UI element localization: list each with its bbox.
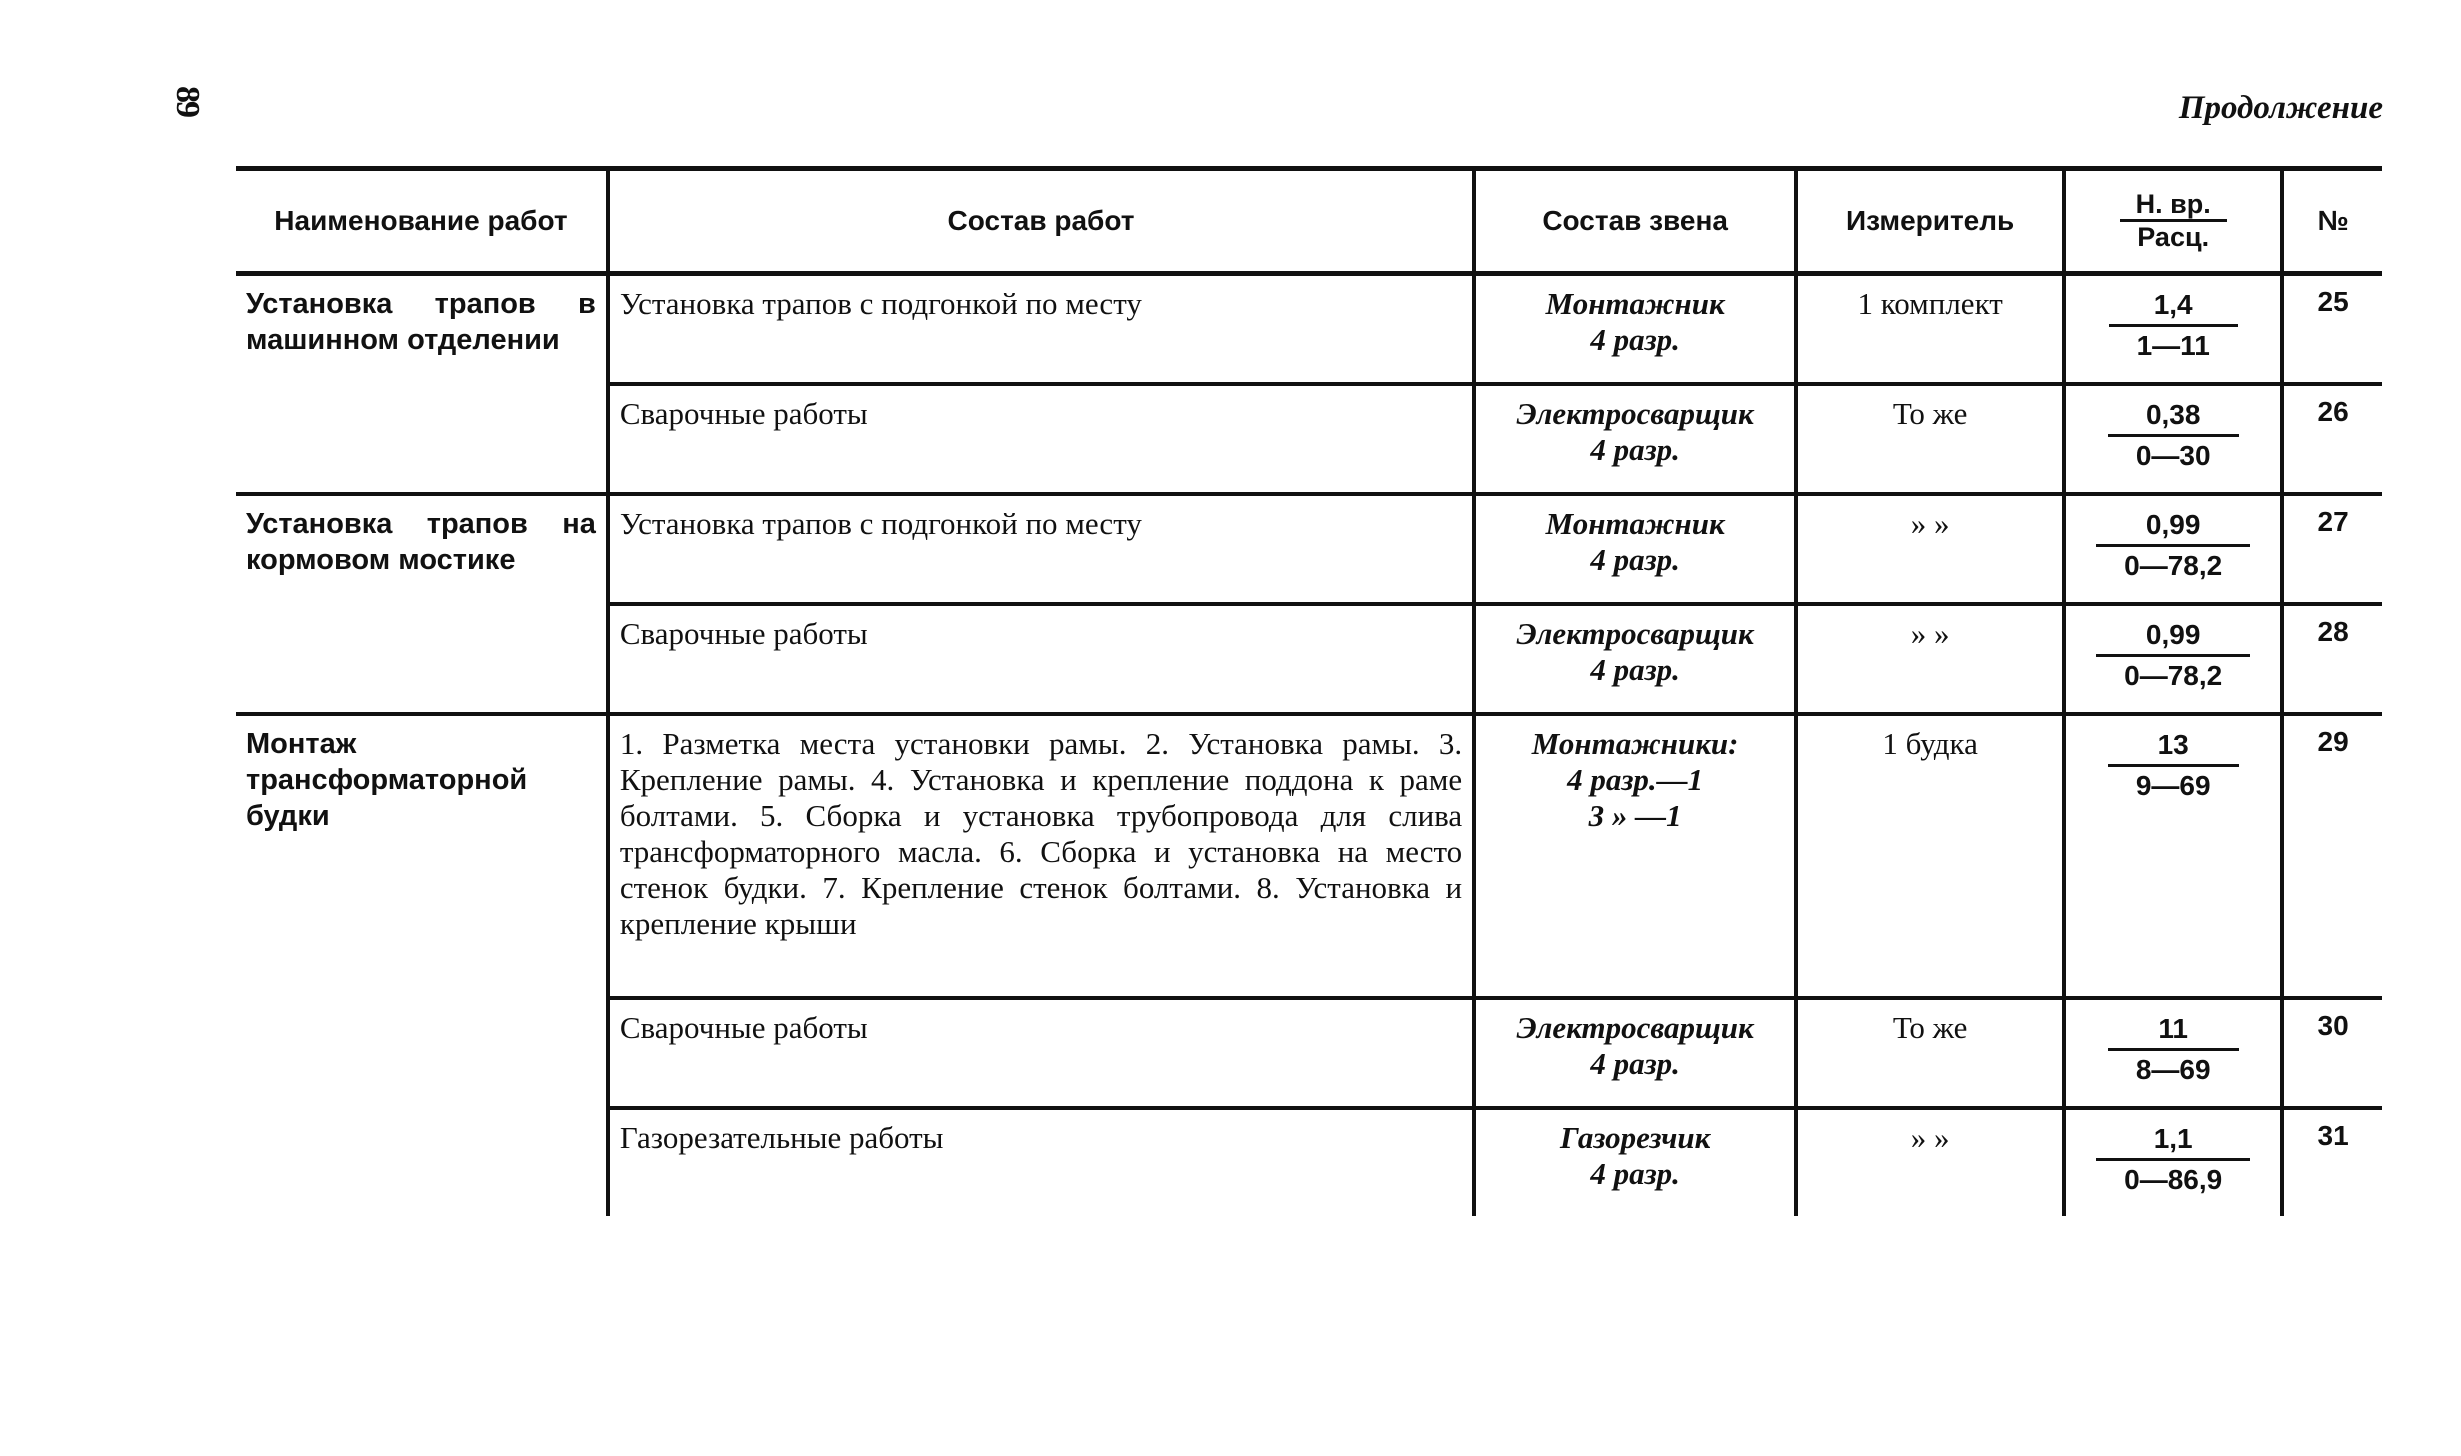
header-rate: Расц. bbox=[2137, 222, 2210, 252]
row-number: 29 bbox=[2282, 714, 2382, 998]
rate: 0—78,2 bbox=[2124, 660, 2223, 691]
continuation-label: Продолжение bbox=[2178, 90, 2383, 126]
work-composition: Сварочные работы bbox=[608, 604, 1474, 714]
crew-line: Электросварщик bbox=[1516, 1010, 1754, 1045]
header-norm-time: Н. вр. bbox=[2120, 189, 2227, 222]
crew-line: 4 разр. bbox=[1590, 432, 1680, 467]
measure-unit: То же bbox=[1796, 998, 2064, 1108]
norm-time: 0,99 bbox=[2096, 616, 2250, 657]
work-name: Установка трапов на кормовом мостике bbox=[236, 494, 608, 714]
crew-line: Газорезчик bbox=[1559, 1120, 1711, 1155]
norm-rate bbox=[2064, 384, 2282, 494]
row-number: 26 bbox=[2282, 384, 2382, 494]
row-number: 25 bbox=[2282, 274, 2382, 385]
measure-unit: » » bbox=[1796, 1108, 2064, 1216]
row-number: 27 bbox=[2282, 494, 2382, 604]
rate: 0—86,9 bbox=[2124, 1164, 2223, 1195]
crew-line: 4 разр. bbox=[1590, 1156, 1680, 1191]
work-composition: Установка трапов с подгонкой по месту bbox=[608, 494, 1474, 604]
crew-line: 4 разр. bbox=[1590, 652, 1680, 687]
norms-table bbox=[236, 166, 2382, 1216]
crew-line: Электросварщик bbox=[1516, 396, 1754, 431]
work-name: Установка трапов в машинном отделении bbox=[236, 274, 608, 495]
work-composition: 1. Разметка места установки рамы. 2. Установка рамы. 3. Крепление рамы. 4. Установка и крепление поддона к раме болтами. 5. Сборка и установка трубопровода для слива трансформаторного масла. 6. Сборка и установка на место стенок будки. 7. Крепление стенок болтами. 8. Установка и крепление крыши bbox=[608, 714, 1474, 998]
measure-unit: То же bbox=[1796, 384, 2064, 494]
header-work-name: Наименование работ bbox=[236, 169, 608, 274]
header-norm-rate bbox=[2064, 169, 2282, 274]
table-row bbox=[236, 494, 2382, 604]
crew-line: Электросварщик bbox=[1516, 616, 1754, 651]
page-number: 89 bbox=[169, 86, 206, 116]
rate: 0—30 bbox=[2135, 440, 2211, 471]
crew-line: 4 разр.—1 bbox=[1567, 762, 1704, 797]
work-composition: Сварочные работы bbox=[608, 998, 1474, 1108]
norm-rate bbox=[2064, 494, 2282, 604]
norm-time: 1,4 bbox=[2109, 286, 2238, 327]
crew-line: 4 разр. bbox=[1590, 1046, 1680, 1081]
norm-time: 0,38 bbox=[2108, 396, 2239, 437]
header-measure: Измеритель bbox=[1796, 169, 2064, 274]
measure-unit: 1 комплект bbox=[1796, 274, 2064, 385]
crew-composition bbox=[1474, 714, 1796, 998]
norm-time: 0,99 bbox=[2096, 506, 2250, 547]
crew-line: Монтажник bbox=[1545, 506, 1725, 541]
table-header-row bbox=[236, 169, 2382, 274]
work-composition: Сварочные работы bbox=[608, 384, 1474, 494]
table-row bbox=[236, 714, 2382, 998]
rate: 9—69 bbox=[2135, 770, 2211, 801]
header-number: № bbox=[2282, 169, 2382, 274]
header-crew: Состав звена bbox=[1474, 169, 1796, 274]
crew-line: 3 » —1 bbox=[1588, 798, 1682, 833]
work-name: Монтаж трансформаторной будки bbox=[236, 714, 608, 1216]
rate: 8—69 bbox=[2135, 1054, 2211, 1085]
crew-line: Монтажник bbox=[1545, 286, 1725, 321]
header-work-composition: Состав работ bbox=[608, 169, 1474, 274]
norm-rate bbox=[2064, 274, 2282, 385]
norm-time: 11 bbox=[2108, 1010, 2239, 1051]
crew-composition bbox=[1474, 604, 1796, 714]
crew-composition bbox=[1474, 384, 1796, 494]
measure-unit: 1 будка bbox=[1796, 714, 2064, 998]
crew-line: Монтажники: bbox=[1531, 726, 1739, 761]
row-number: 30 bbox=[2282, 998, 2382, 1108]
measure-unit: » » bbox=[1796, 494, 2064, 604]
crew-line: 4 разр. bbox=[1590, 542, 1680, 577]
norm-time: 1,1 bbox=[2096, 1120, 2250, 1161]
crew-composition bbox=[1474, 1108, 1796, 1216]
crew-composition bbox=[1474, 274, 1796, 385]
crew-line: 4 разр. bbox=[1590, 322, 1680, 357]
work-composition: Установка трапов с подгонкой по месту bbox=[608, 274, 1474, 385]
rate: 0—78,2 bbox=[2124, 550, 2223, 581]
crew-composition bbox=[1474, 998, 1796, 1108]
crew-composition bbox=[1474, 494, 1796, 604]
row-number: 28 bbox=[2282, 604, 2382, 714]
norm-time: 13 bbox=[2108, 726, 2239, 767]
norm-rate bbox=[2064, 604, 2282, 714]
norm-rate bbox=[2064, 998, 2282, 1108]
rate: 1—11 bbox=[2136, 330, 2210, 361]
measure-unit: » » bbox=[1796, 604, 2064, 714]
table-row bbox=[236, 274, 2382, 385]
norm-rate bbox=[2064, 714, 2282, 998]
work-composition: Газорезательные работы bbox=[608, 1108, 1474, 1216]
norm-rate bbox=[2064, 1108, 2282, 1216]
row-number: 31 bbox=[2282, 1108, 2382, 1216]
